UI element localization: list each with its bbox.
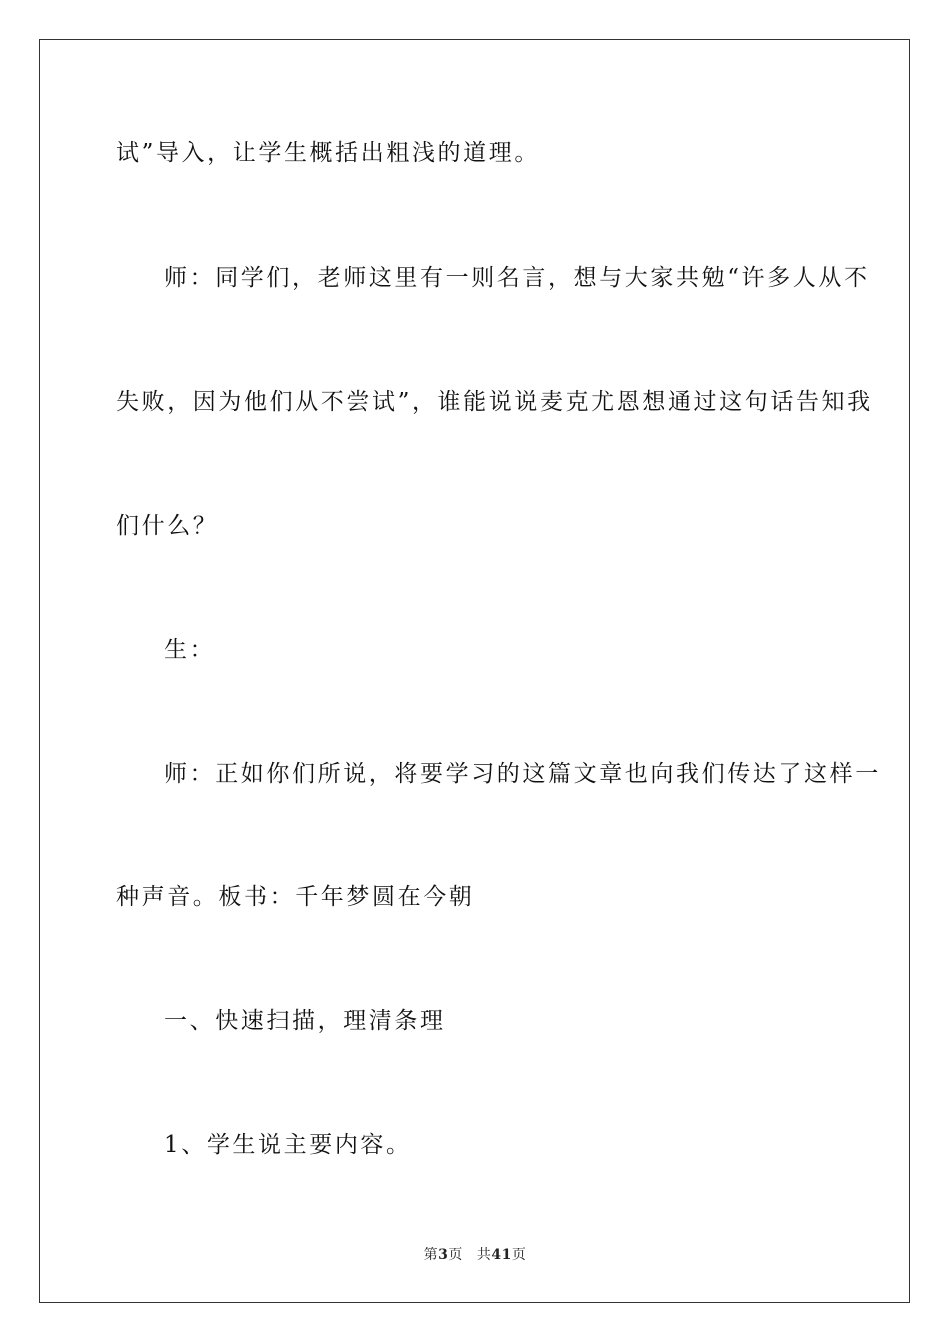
section-heading: 一、快速扫描，理清条理: [164, 1008, 446, 1034]
list-item: 1、学生说主要内容。: [164, 1132, 412, 1158]
footer-page-prefix: 第: [423, 1247, 439, 1263]
footer-total-pages: 41: [491, 1247, 512, 1263]
paragraph-line-5: 生：: [164, 637, 216, 663]
footer-page-number: 3: [438, 1247, 449, 1263]
paragraph-line-1: 试”导入，让学生概括出粗浅的道理。: [116, 140, 540, 166]
paragraph-line-4: 们什么？: [116, 513, 219, 539]
footer-total-suffix: 页: [511, 1247, 527, 1263]
footer-page-suffix: 页: [448, 1247, 463, 1263]
paragraph-line-2: 师：同学们，老师这里有一则名言，想与大家共勉“许多人从不: [164, 265, 870, 291]
footer-total-prefix: 共: [476, 1247, 492, 1263]
page-border: [39, 39, 910, 1303]
page-footer: [0, 1246, 950, 1264]
paragraph-line-7: 种声音。板书：千年梦圆在今朝: [116, 884, 475, 910]
paragraph-line-3: 失败，因为他们从不尝试”，谁能说说麦克尤恩想通过这句话告知我: [116, 389, 873, 415]
paragraph-line-6: 师：正如你们所说，将要学习的这篇文章也向我们传达了这样一: [164, 761, 881, 787]
